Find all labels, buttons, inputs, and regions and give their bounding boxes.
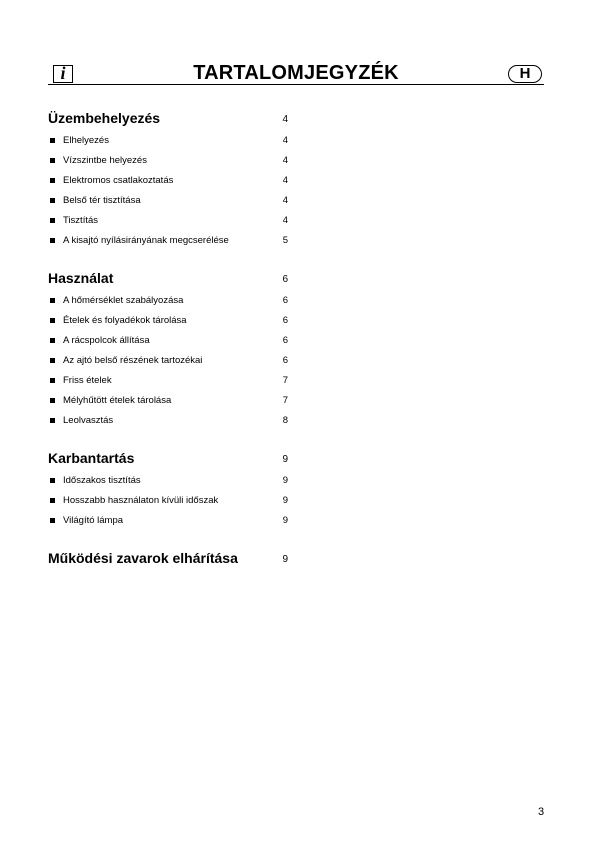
bullet-icon xyxy=(50,218,55,223)
toc-item-page: 4 xyxy=(282,175,288,186)
toc-item-label: Hosszabb használaton kívüli időszak xyxy=(63,495,219,506)
bullet-icon xyxy=(50,378,55,383)
toc-item-page: 8 xyxy=(282,415,288,426)
toc-item[interactable] xyxy=(48,475,288,487)
toc-item-page: 9 xyxy=(282,515,288,526)
toc-item-page: 4 xyxy=(282,215,288,226)
toc-item[interactable] xyxy=(48,155,288,167)
bullet-icon xyxy=(50,198,55,203)
toc-item[interactable] xyxy=(48,215,288,227)
toc-item-label: A hőmérséklet szabályozása xyxy=(63,295,184,306)
toc-item-label: Mélyhűtött ételek tárolása xyxy=(63,395,172,406)
toc-item-page: 6 xyxy=(282,335,288,346)
toc-item-label: Időszakos tisztítás xyxy=(63,475,141,486)
toc-item-label: A kisajtó nyílásirányának megcserélése xyxy=(63,235,229,246)
toc-item-label: Elektromos csatlakoztatás xyxy=(63,175,174,186)
toc-item-page: 4 xyxy=(282,195,288,206)
toc-item[interactable] xyxy=(48,235,288,247)
toc-item-label: Friss ételek xyxy=(63,375,112,386)
info-icon: i xyxy=(53,65,73,83)
bullet-icon xyxy=(50,178,55,183)
toc-item-page: 5 xyxy=(282,235,288,246)
section-page: 6 xyxy=(282,274,288,285)
toc-item-page: 7 xyxy=(282,375,288,386)
toc-item[interactable] xyxy=(48,495,288,507)
toc-item[interactable] xyxy=(48,415,288,427)
toc-item-label: Az ajtó belső részének tartozékai xyxy=(63,355,203,366)
toc-item-label: A rácspolcok állítása xyxy=(63,335,150,346)
toc-item[interactable] xyxy=(48,355,288,367)
section-title: Használat xyxy=(48,270,114,286)
bullet-icon xyxy=(50,138,55,143)
section-heading-row[interactable] xyxy=(48,270,288,288)
toc-item-page: 9 xyxy=(282,475,288,486)
page-number: 3 xyxy=(538,806,545,818)
section-title: Karbantartás xyxy=(48,450,135,466)
toc-item-page: 6 xyxy=(282,295,288,306)
bullet-icon xyxy=(50,158,55,163)
bullet-icon xyxy=(50,318,55,323)
toc-item-page: 4 xyxy=(282,135,288,146)
bullet-icon xyxy=(50,298,55,303)
toc-item[interactable] xyxy=(48,335,288,347)
toc-item-label: Világító lámpa xyxy=(63,515,124,526)
toc-item-label: Ételek és folyadékok tárolása xyxy=(63,315,187,326)
toc-item-label: Belső tér tisztítása xyxy=(63,195,141,206)
section-page: 9 xyxy=(282,454,288,465)
toc-item[interactable] xyxy=(48,375,288,387)
toc-item-page: 6 xyxy=(282,355,288,366)
toc-item-page: 9 xyxy=(282,495,288,506)
toc-item-page: 4 xyxy=(282,155,288,166)
toc-item[interactable] xyxy=(48,315,288,327)
toc-item-label: Tisztítás xyxy=(63,215,99,226)
section-page: 9 xyxy=(282,554,288,565)
section-heading-row[interactable] xyxy=(48,550,288,568)
section-title: Működési zavarok elhárítása xyxy=(48,550,238,566)
toc-item[interactable] xyxy=(48,395,288,407)
section-title: Üzembehelyezés xyxy=(48,110,161,126)
bullet-icon xyxy=(50,498,55,503)
section-page: 4 xyxy=(282,114,288,125)
bullet-icon xyxy=(50,338,55,343)
page-title: TARTALOMJEGYZÉK xyxy=(193,62,399,84)
toc-item-page: 7 xyxy=(282,395,288,406)
toc-item-label: Elhelyezés xyxy=(63,135,109,146)
section-heading-row[interactable] xyxy=(48,450,288,468)
bullet-icon xyxy=(50,418,55,423)
toc-item[interactable] xyxy=(48,175,288,187)
toc-item[interactable] xyxy=(48,295,288,307)
language-badge: H xyxy=(508,65,542,83)
bullet-icon xyxy=(50,358,55,363)
toc-item-label: Leolvasztás xyxy=(63,415,114,426)
toc-item[interactable] xyxy=(48,135,288,147)
bullet-icon xyxy=(50,398,55,403)
toc-item-page: 6 xyxy=(282,315,288,326)
toc-item[interactable] xyxy=(48,195,288,207)
toc-item[interactable] xyxy=(48,515,288,527)
bullet-icon xyxy=(50,478,55,483)
bullet-icon xyxy=(50,518,55,523)
toc-item-label: Vízszintbe helyezés xyxy=(63,155,147,166)
page-header xyxy=(48,62,544,85)
section-heading-row[interactable] xyxy=(48,110,288,128)
bullet-icon xyxy=(50,238,55,243)
